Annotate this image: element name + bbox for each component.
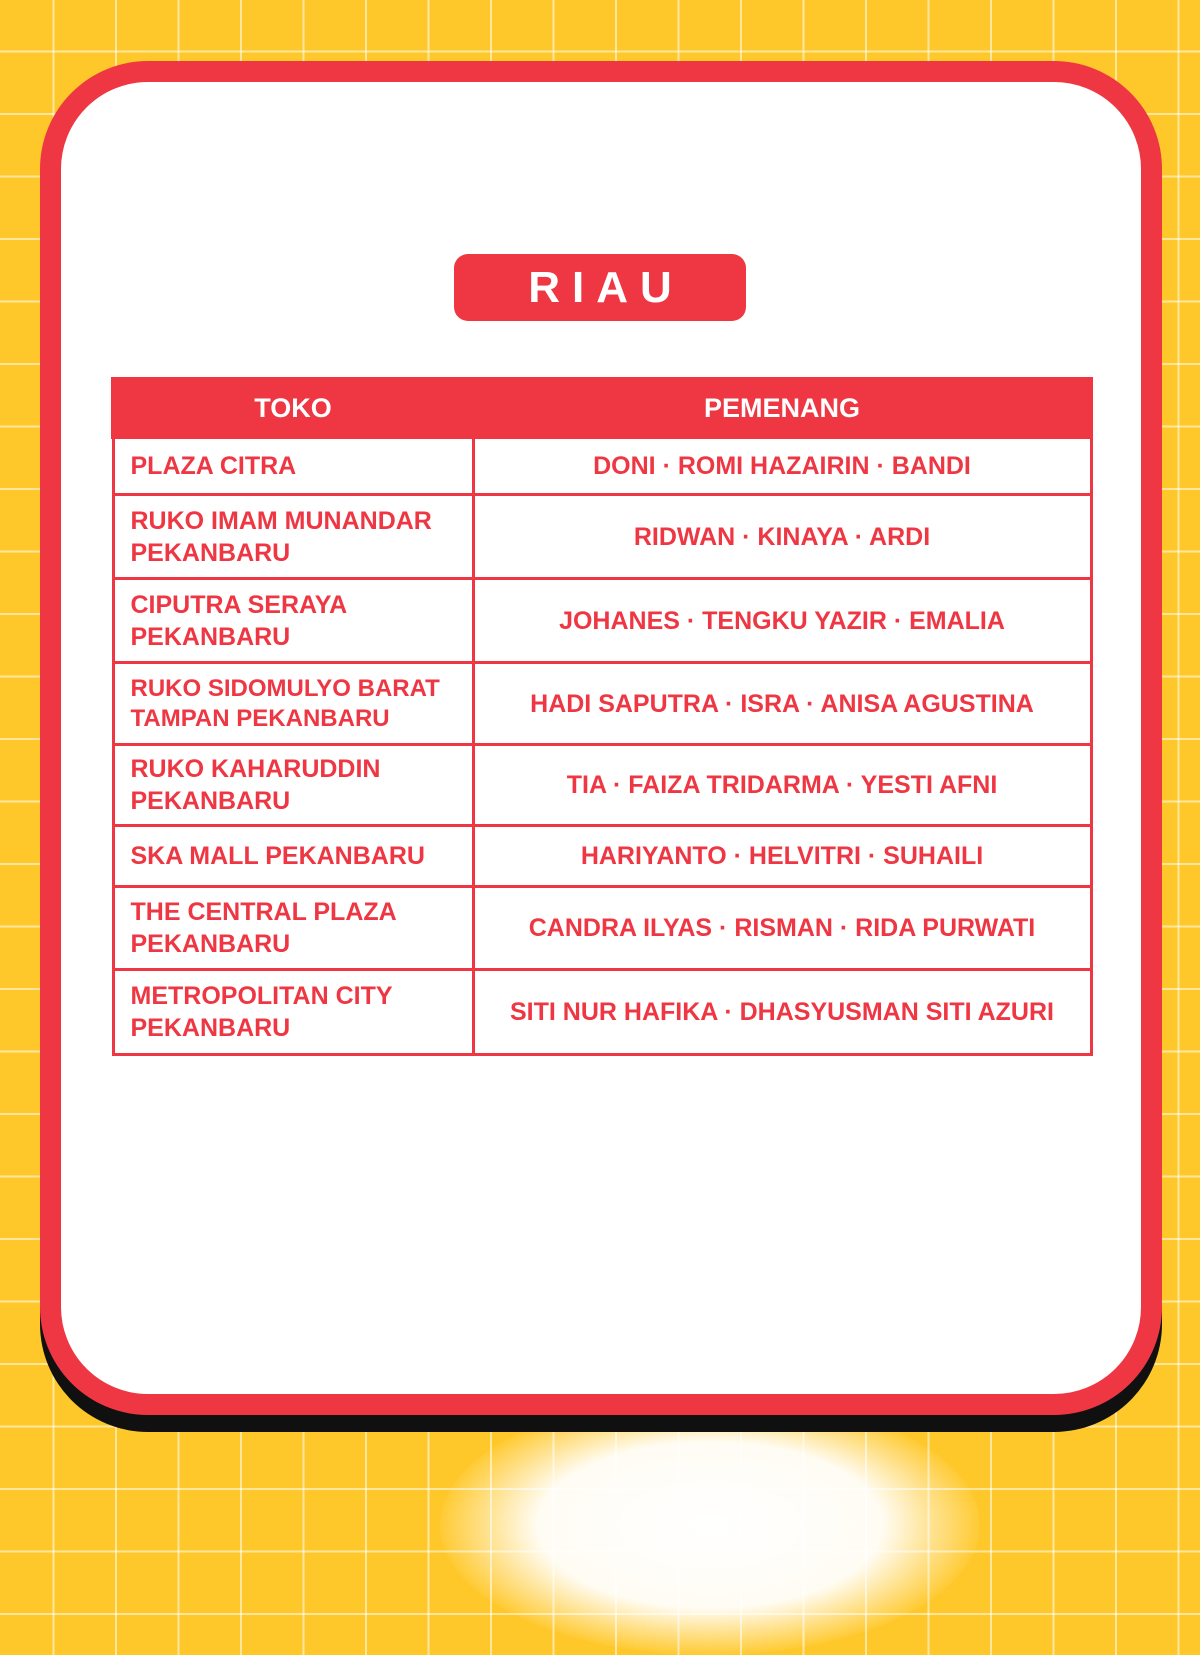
table-row — [113, 826, 1091, 887]
table-row — [113, 887, 1091, 970]
table-row — [113, 495, 1091, 579]
store-name: METROPOLITAN CITY PEKANBARU — [113, 970, 473, 1055]
store-column-header: TOKO — [113, 379, 473, 437]
store-name: RUKO KAHARUDDIN PEKANBARU — [113, 745, 473, 826]
winner-names: HADI SAPUTRA · ISRA · ANISA AGUSTINA — [473, 663, 1091, 745]
store-name: THE CENTRAL PLAZA PEKANBARU — [113, 887, 473, 970]
winners-column-header: PEMENANG — [473, 379, 1091, 437]
winner-names: HARIYANTO · HELVITRI · SUHAILI — [473, 826, 1091, 887]
winner-names: CANDRA ILYAS · RISMAN · RIDA PURWATI — [473, 887, 1091, 970]
table-row — [113, 579, 1091, 663]
winners-table — [111, 377, 1093, 1056]
table-row — [113, 745, 1091, 826]
winner-names: SITI NUR HAFIKA · DHASYUSMAN SITI AZURI — [473, 970, 1091, 1055]
store-name: PLAZA CITRA — [113, 437, 473, 495]
winner-names: TIA · FAIZA TRIDARMA · YESTI AFNI — [473, 745, 1091, 826]
store-name: SKA MALL PEKANBARU — [113, 826, 473, 887]
store-name: CIPUTRA SERAYA PEKANBARU — [113, 579, 473, 663]
table-header-row — [113, 379, 1091, 437]
winner-names: DONI · ROMI HAZAIRIN · BANDI — [473, 437, 1091, 495]
table-row — [113, 437, 1091, 495]
winner-names: RIDWAN · KINAYA · ARDI — [473, 495, 1091, 579]
table-row — [113, 970, 1091, 1055]
winner-names: JOHANES · TENGKU YAZIR · EMALIA — [473, 579, 1091, 663]
store-name: RUKO IMAM MUNANDAR PEKANBARU — [113, 495, 473, 579]
store-name: RUKO SIDOMULYO BARAT TAMPAN PEKANBARU — [113, 663, 473, 745]
table-row — [113, 663, 1091, 745]
background-glow — [440, 1395, 980, 1655]
region-title: RIAU — [454, 254, 746, 321]
